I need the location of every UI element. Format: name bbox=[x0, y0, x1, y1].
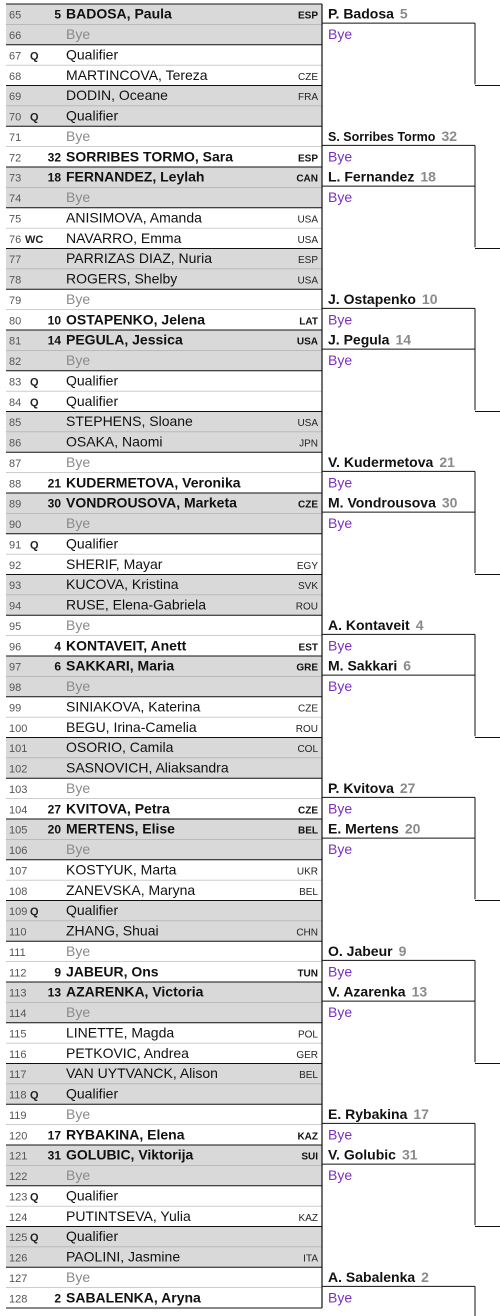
draw-row bbox=[9, 1126, 318, 1142]
entry-tag: Q bbox=[30, 376, 39, 389]
draw-position-number: 120 bbox=[9, 1130, 28, 1143]
seed-number: 6 bbox=[54, 659, 61, 674]
seed-number: 9 bbox=[54, 965, 61, 980]
player-name: VAN UYTVANCK, Alison bbox=[66, 1065, 218, 1082]
player-name: BEGU, Irina-Camelia bbox=[66, 718, 197, 735]
round2-seed: 20 bbox=[404, 820, 421, 837]
draw-position-number: 114 bbox=[9, 1008, 27, 1021]
country-code: ESP bbox=[297, 255, 318, 267]
draw-position-number: 111 bbox=[9, 946, 26, 959]
entry-tag: Q bbox=[30, 50, 39, 63]
country-code: CZE bbox=[298, 71, 318, 83]
draw-position-number: 112 bbox=[9, 967, 27, 980]
player-name: Qualifier bbox=[66, 392, 119, 409]
entry-tag: Q bbox=[30, 396, 39, 409]
draw-position-number: 119 bbox=[9, 1109, 27, 1122]
country-code: FRA bbox=[298, 92, 318, 104]
draw-position-number: 108 bbox=[9, 885, 28, 898]
draw-row bbox=[9, 1024, 318, 1040]
seed-number: 30 bbox=[47, 496, 61, 511]
draw-position-number: 126 bbox=[9, 1252, 28, 1265]
entry-tag: Q bbox=[30, 111, 39, 124]
draw-row bbox=[9, 311, 318, 327]
country-code: SUI bbox=[301, 1151, 318, 1163]
bye-label: Bye bbox=[66, 352, 91, 369]
round2-match bbox=[322, 495, 475, 574]
round2-bye-advance: Bye bbox=[328, 1126, 353, 1143]
country-code: ROU bbox=[295, 723, 318, 735]
draw-position-number: 99 bbox=[9, 702, 22, 715]
round2-seed: 27 bbox=[399, 779, 416, 796]
draw-position-number: 86 bbox=[9, 437, 22, 450]
draw-position-number: 77 bbox=[9, 254, 22, 267]
player-name: OSTAPENKO, Jelena bbox=[66, 311, 206, 328]
draw-position-number: 116 bbox=[9, 1048, 27, 1061]
bye-label: Bye bbox=[66, 942, 91, 959]
bye-label: Bye bbox=[66, 453, 91, 470]
round2-player: J. Pegula bbox=[328, 331, 390, 348]
country-code: GER bbox=[296, 1049, 318, 1061]
draw-position-number: 123 bbox=[9, 1191, 28, 1204]
draw-row bbox=[9, 861, 318, 877]
entry-tag: WC bbox=[25, 233, 44, 246]
seed-number: 10 bbox=[47, 313, 61, 328]
draw-row bbox=[9, 291, 90, 307]
country-code: COL bbox=[297, 744, 318, 756]
bye-label: Bye bbox=[66, 26, 91, 43]
draw-position-number: 68 bbox=[9, 70, 22, 83]
seed-number: 17 bbox=[47, 1128, 61, 1143]
bye-label: Bye bbox=[66, 290, 91, 307]
round2-player: V. Kudermetova bbox=[328, 453, 434, 470]
country-code: CZE bbox=[298, 805, 318, 817]
bye-label: Bye bbox=[66, 1004, 91, 1021]
bye-label: Bye bbox=[66, 189, 91, 206]
round2-seed: 10 bbox=[421, 290, 438, 307]
round2-bye-advance: Bye bbox=[328, 800, 353, 817]
draw-position-number: 67 bbox=[9, 50, 22, 63]
player-name: Qualifier bbox=[66, 1085, 119, 1102]
draw-position-number: 95 bbox=[9, 620, 22, 633]
draw-position-number: 102 bbox=[9, 763, 28, 776]
draw-position-number: 101 bbox=[9, 743, 28, 756]
player-name: ZHANG, Shuai bbox=[66, 922, 159, 939]
round2-bye-advance: Bye bbox=[328, 474, 353, 491]
draw-row bbox=[9, 617, 90, 633]
round2-seed: 5 bbox=[399, 5, 408, 22]
country-code: BEL bbox=[299, 886, 318, 898]
draw-position-number: 94 bbox=[9, 600, 22, 613]
entry-tag: Q bbox=[30, 539, 39, 552]
draw-position-number: 89 bbox=[9, 498, 22, 511]
seed-number: 18 bbox=[47, 170, 61, 185]
round2-seed: 9 bbox=[398, 942, 407, 959]
player-name: VONDROUSOVA, Marketa bbox=[66, 494, 237, 511]
draw-position-number: 73 bbox=[9, 172, 22, 185]
draw-position-number: 128 bbox=[9, 1293, 28, 1306]
round2-match bbox=[322, 332, 475, 411]
draw-position-number: 78 bbox=[9, 274, 22, 287]
country-code: GRE bbox=[296, 662, 318, 674]
seed-number: 14 bbox=[47, 333, 61, 348]
player-name: KUCOVA, Kristina bbox=[66, 576, 179, 593]
round2-player: O. Jabeur bbox=[328, 942, 393, 959]
round2-seed: 2 bbox=[421, 1268, 429, 1285]
bye-label: Bye bbox=[66, 127, 91, 144]
player-name: MARTINCOVA, Tereza bbox=[66, 66, 208, 83]
draw-row bbox=[9, 1106, 90, 1122]
player-name: NAVARRO, Emma bbox=[66, 229, 182, 246]
draw-position-number: 90 bbox=[9, 519, 22, 532]
draw-position-number: 97 bbox=[9, 661, 22, 674]
draw-position-number: 82 bbox=[9, 356, 22, 369]
draw-row bbox=[9, 46, 118, 62]
player-name: STEPHENS, Sloane bbox=[66, 413, 193, 430]
round2-player: M. Vondrousova bbox=[328, 494, 436, 511]
player-name: FERNANDEZ, Leylah bbox=[66, 168, 205, 185]
draw-position-number: 74 bbox=[9, 193, 22, 206]
player-name: SAKKARI, Maria bbox=[66, 657, 175, 674]
player-name: Qualifier bbox=[66, 1187, 119, 1204]
draw-position-number: 96 bbox=[9, 641, 22, 654]
round2-match bbox=[322, 1147, 475, 1226]
draw-row bbox=[9, 209, 318, 225]
round2-seed: 17 bbox=[413, 1105, 429, 1122]
player-name: SABALENKA, Aryna bbox=[66, 1289, 201, 1306]
seed-number: 32 bbox=[47, 150, 61, 165]
seed-number: 5 bbox=[54, 7, 61, 22]
player-name: ZANEVSKA, Maryna bbox=[66, 881, 196, 898]
player-name: PAOLINI, Jasmine bbox=[66, 1248, 181, 1265]
player-name: SHERIF, Mayar bbox=[66, 555, 163, 572]
round2-bye-advance: Bye bbox=[328, 515, 353, 532]
round2-bye-advance: Bye bbox=[328, 311, 353, 328]
draw-row bbox=[9, 1289, 201, 1305]
country-code: POL bbox=[297, 1029, 318, 1041]
round2-seed: 4 bbox=[415, 616, 424, 633]
draw-row bbox=[9, 393, 118, 409]
player-name: OSAKA, Naomi bbox=[66, 433, 163, 450]
player-name: PETKOVIC, Andrea bbox=[66, 1044, 189, 1061]
draw-row bbox=[9, 1045, 318, 1061]
seed-number: 21 bbox=[47, 476, 61, 491]
round2-player: A. Kontaveit bbox=[328, 616, 410, 633]
player-name: ANISIMOVA, Amanda bbox=[66, 209, 202, 226]
round2-seed: 30 bbox=[441, 494, 458, 511]
player-name: Qualifier bbox=[66, 1228, 119, 1245]
draw-row bbox=[9, 230, 318, 246]
player-name: Qualifier bbox=[66, 902, 119, 919]
player-name: Qualifier bbox=[66, 46, 119, 63]
round2-seed: 13 bbox=[411, 983, 428, 1000]
country-code: KAZ bbox=[298, 1212, 318, 1224]
bye-label: Bye bbox=[66, 515, 91, 532]
draw-row bbox=[9, 780, 90, 796]
player-name: OSORIO, Camila bbox=[66, 739, 174, 756]
draw-row bbox=[9, 67, 318, 83]
country-code: USA bbox=[297, 418, 318, 430]
draw-position-number: 105 bbox=[9, 824, 28, 837]
round2-player: E. Mertens bbox=[328, 820, 399, 837]
round2-seed: 18 bbox=[420, 168, 436, 185]
round2-seed: 6 bbox=[403, 657, 412, 674]
draw-position-number: 127 bbox=[9, 1272, 28, 1285]
draw-row bbox=[9, 800, 318, 816]
bye-label: Bye bbox=[66, 779, 91, 796]
bye-label: Bye bbox=[66, 1105, 91, 1122]
draw-position-number: 65 bbox=[9, 9, 22, 22]
round2-player: J. Ostapenko bbox=[328, 290, 416, 307]
entry-tag: Q bbox=[30, 1191, 39, 1204]
player-name: KONTAVEIT, Anett bbox=[66, 637, 187, 654]
round2-match bbox=[322, 821, 475, 900]
draw-row bbox=[9, 882, 318, 898]
draw-position-number: 75 bbox=[9, 213, 22, 226]
round2-match bbox=[322, 984, 475, 1063]
draw-row bbox=[9, 454, 90, 470]
player-name: DODIN, Oceane bbox=[66, 87, 168, 104]
player-name: Qualifier bbox=[66, 372, 119, 389]
draw-position-number: 83 bbox=[9, 376, 22, 389]
player-name: AZARENKA, Victoria bbox=[66, 983, 204, 1000]
round2-seed: 14 bbox=[395, 331, 412, 348]
draw-row bbox=[9, 1269, 90, 1285]
country-code: ESP bbox=[297, 10, 318, 22]
draw-position-number: 122 bbox=[9, 1171, 28, 1184]
round2-seed: 31 bbox=[401, 1146, 418, 1163]
player-name: MERTENS, Elise bbox=[66, 820, 175, 837]
draw-position-number: 84 bbox=[9, 396, 22, 409]
draw-position-number: 106 bbox=[9, 845, 28, 858]
country-code: SVK bbox=[297, 581, 318, 593]
draw-position-number: 109 bbox=[9, 906, 28, 919]
draw-row bbox=[9, 1187, 118, 1203]
player-name: RYBAKINA, Elena bbox=[66, 1126, 185, 1143]
round2-bye-advance: Bye bbox=[328, 1167, 353, 1184]
draw-position-number: 98 bbox=[9, 682, 22, 695]
draw-row bbox=[9, 474, 241, 490]
country-code: CAN bbox=[296, 173, 318, 185]
country-code: UKR bbox=[296, 866, 318, 878]
round2-bye-advance: Bye bbox=[328, 963, 353, 980]
draw-position-number: 103 bbox=[9, 783, 28, 796]
bye-label: Bye bbox=[66, 1167, 91, 1184]
round2-match bbox=[322, 169, 475, 248]
draw-position-number: 72 bbox=[9, 152, 22, 165]
country-code: BEL bbox=[299, 1070, 318, 1082]
player-name: PUTINTSEVA, Yulia bbox=[66, 1207, 191, 1224]
seed-number: 20 bbox=[47, 822, 61, 837]
draw-position-number: 79 bbox=[9, 294, 22, 307]
draw-position-number: 88 bbox=[9, 478, 22, 491]
round2-bye-advance: Bye bbox=[328, 841, 353, 858]
player-name: Qualifier bbox=[66, 535, 119, 552]
seed-number: 27 bbox=[47, 802, 61, 817]
country-code: KAZ bbox=[297, 1131, 318, 1143]
draw-row bbox=[9, 719, 318, 735]
round2-player: E. Rybakina bbox=[328, 1105, 408, 1122]
draw-position-number: 124 bbox=[9, 1211, 28, 1224]
player-name: SORRIBES TORMO, Sara bbox=[66, 148, 234, 165]
player-name: BADOSA, Paula bbox=[66, 5, 172, 22]
round2-match bbox=[322, 658, 475, 737]
round2-player: V. Golubic bbox=[328, 1146, 396, 1163]
round2-player: M. Sakkari bbox=[328, 657, 398, 674]
round2-bye-advance: Bye bbox=[328, 1004, 353, 1021]
country-code: USA bbox=[297, 214, 318, 226]
round2-player: P. Kvitova bbox=[328, 779, 394, 796]
draw-position-number: 110 bbox=[9, 926, 27, 939]
draw-row bbox=[9, 1208, 318, 1224]
draw-position-number: 76 bbox=[9, 233, 22, 246]
entry-tag: Q bbox=[30, 1232, 39, 1245]
player-name: SASNOVICH, Aliaksandra bbox=[66, 759, 229, 776]
bye-label: Bye bbox=[66, 841, 91, 858]
player-name: KVITOVA, Petra bbox=[66, 800, 170, 817]
country-code: JPN bbox=[299, 438, 318, 450]
country-code: BEL bbox=[298, 825, 318, 837]
player-name: KUDERMETOVA, Veronika bbox=[66, 474, 241, 491]
player-name: LINETTE, Magda bbox=[66, 1024, 175, 1041]
seed-number: 31 bbox=[47, 1148, 61, 1163]
draw-position-number: 125 bbox=[9, 1232, 28, 1245]
round2-player: V. Azarenka bbox=[328, 983, 406, 1000]
round2-player: S. Sorribes Tormo bbox=[328, 129, 436, 144]
round2-match bbox=[322, 1269, 475, 1316]
seed-number: 2 bbox=[54, 1291, 61, 1306]
country-code: ITA bbox=[303, 1253, 318, 1265]
round2-player: L. Fernandez bbox=[328, 168, 415, 185]
draw-position-number: 66 bbox=[9, 30, 22, 43]
country-code: EST bbox=[298, 642, 318, 654]
round2-bye-advance: Bye bbox=[328, 352, 353, 369]
country-code: USA bbox=[296, 336, 318, 348]
country-code: LAT bbox=[299, 316, 318, 328]
seed-number: 13 bbox=[47, 985, 61, 1000]
draw-position-number: 87 bbox=[9, 457, 22, 470]
draw-position-number: 69 bbox=[9, 91, 22, 104]
bye-label: Bye bbox=[66, 1268, 91, 1285]
country-code: USA bbox=[297, 234, 318, 246]
entry-tag: Q bbox=[30, 906, 39, 919]
draw-row bbox=[9, 148, 318, 164]
country-code: CHN bbox=[296, 927, 318, 939]
round2-bye-advance: Bye bbox=[328, 26, 353, 43]
player-name: PEGULA, Jessica bbox=[66, 331, 183, 348]
draw-position-number: 91 bbox=[9, 539, 22, 552]
round2-match bbox=[322, 6, 475, 85]
draw-row bbox=[9, 943, 90, 959]
round2-bye-advance: Bye bbox=[328, 678, 353, 695]
player-name: RUSE, Elena-Gabriela bbox=[66, 596, 207, 613]
draw-position-number: 92 bbox=[9, 559, 22, 572]
country-code: TUN bbox=[297, 968, 318, 980]
draw-position-number: 93 bbox=[9, 580, 22, 593]
round2-bye-advance: Bye bbox=[328, 189, 353, 206]
player-name: SINIAKOVA, Katerina bbox=[66, 698, 201, 715]
round2-bye-advance: Bye bbox=[328, 1289, 353, 1306]
country-code: CZE bbox=[298, 703, 318, 715]
draw-row bbox=[9, 637, 318, 653]
draw-row bbox=[9, 535, 118, 551]
draw-position-number: 117 bbox=[9, 1069, 27, 1082]
player-name: JABEUR, Ons bbox=[66, 963, 159, 980]
draw-position-number: 71 bbox=[9, 131, 22, 144]
draw-position-number: 107 bbox=[9, 865, 28, 878]
player-name: KOSTYUK, Marta bbox=[66, 861, 177, 878]
draw-position-number: 85 bbox=[9, 417, 22, 430]
draw-position-number: 100 bbox=[9, 722, 28, 735]
entry-tag: Q bbox=[30, 1089, 39, 1102]
round2-player: P. Badosa bbox=[328, 5, 394, 22]
round2-seed: 32 bbox=[441, 127, 458, 144]
draw-position-number: 113 bbox=[9, 987, 27, 1000]
draw-position-number: 118 bbox=[9, 1089, 27, 1102]
draw-row bbox=[9, 698, 318, 714]
draw-position-number: 70 bbox=[9, 111, 22, 124]
bye-label: Bye bbox=[66, 678, 91, 695]
player-name: ROGERS, Shelby bbox=[66, 270, 178, 287]
draw-row bbox=[9, 963, 318, 979]
round2-bye-advance: Bye bbox=[328, 637, 353, 654]
player-name: Qualifier bbox=[66, 107, 119, 124]
country-code: EGY bbox=[296, 560, 318, 572]
country-code: ROU bbox=[295, 601, 318, 613]
draw-row bbox=[9, 556, 318, 572]
country-code: CZE bbox=[298, 499, 318, 511]
draw-row bbox=[9, 128, 90, 144]
draw-row bbox=[9, 372, 118, 388]
draw-position-number: 121 bbox=[9, 1150, 28, 1163]
draw-position-number: 104 bbox=[9, 804, 28, 817]
player-name: PARRIZAS DIAZ, Nuria bbox=[66, 250, 212, 267]
country-code: USA bbox=[297, 275, 318, 287]
draw-position-number: 81 bbox=[9, 335, 22, 348]
draw-position-number: 80 bbox=[9, 315, 22, 328]
round2-seed: 21 bbox=[439, 453, 455, 470]
bye-label: Bye bbox=[66, 616, 91, 633]
country-code: ESP bbox=[297, 153, 318, 165]
round2-bye-advance: Bye bbox=[328, 148, 353, 165]
seed-number: 4 bbox=[54, 639, 61, 654]
player-name: GOLUBIC, Viktorija bbox=[66, 1146, 194, 1163]
draw-position-number: 115 bbox=[9, 1028, 27, 1041]
round2-player: A. Sabalenka bbox=[328, 1268, 416, 1285]
